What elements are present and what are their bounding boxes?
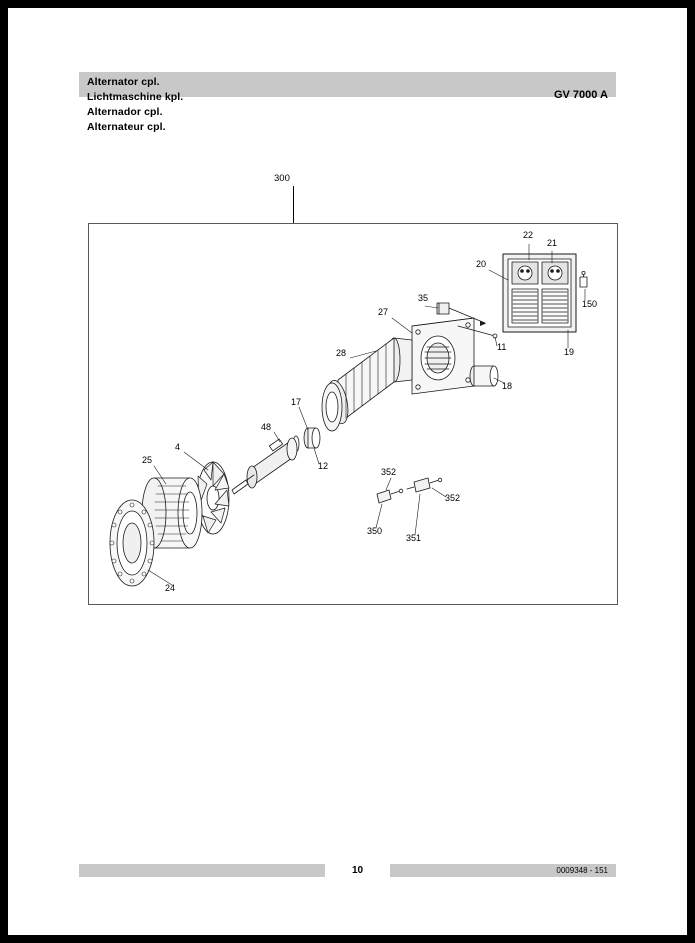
callout-35: 35 <box>418 293 429 303</box>
callout-18: 18 <box>502 381 513 391</box>
callout-352-right: 352 <box>445 493 461 503</box>
title-line-en: Alternator cpl. <box>87 76 160 88</box>
callout-300: 300 <box>274 173 290 184</box>
callout-25: 25 <box>142 455 153 465</box>
callout-22: 22 <box>523 230 534 240</box>
callout-17: 17 <box>291 397 302 407</box>
callout-21: 21 <box>547 238 558 248</box>
page-sheet <box>8 8 687 935</box>
title-line-fr: Alternateur cpl. <box>87 121 166 133</box>
rotor-shaft-group <box>232 428 320 494</box>
end-bracket-group <box>110 500 154 586</box>
model-code: GV 7000 A <box>553 89 608 101</box>
callout-27: 27 <box>378 307 389 317</box>
title-line-de: Lichtmaschine kpl. <box>87 91 184 103</box>
document-code: 0009348 - 151 <box>556 866 608 875</box>
callout-24: 24 <box>165 583 176 593</box>
callout-150: 150 <box>582 299 598 309</box>
callout-48: 48 <box>261 422 272 432</box>
title-line-es: Alternador cpl. <box>87 106 163 118</box>
exploded-view-diagram <box>8 8 687 935</box>
callout-352-upper: 352 <box>381 467 397 477</box>
end-cover-group <box>412 303 498 394</box>
callout-4: 4 <box>175 442 181 452</box>
control-panel-group <box>503 254 587 332</box>
callout-12: 12 <box>318 461 329 471</box>
brush-connector-group <box>377 478 442 503</box>
page-number: 10 <box>351 865 364 876</box>
callout-11: 11 <box>497 342 507 352</box>
callout-19: 19 <box>564 347 575 357</box>
footer-left-band <box>79 864 325 877</box>
callout-351: 351 <box>406 533 422 543</box>
callout-20: 20 <box>476 259 487 269</box>
callout-28: 28 <box>336 348 347 358</box>
callout-350: 350 <box>367 526 383 536</box>
